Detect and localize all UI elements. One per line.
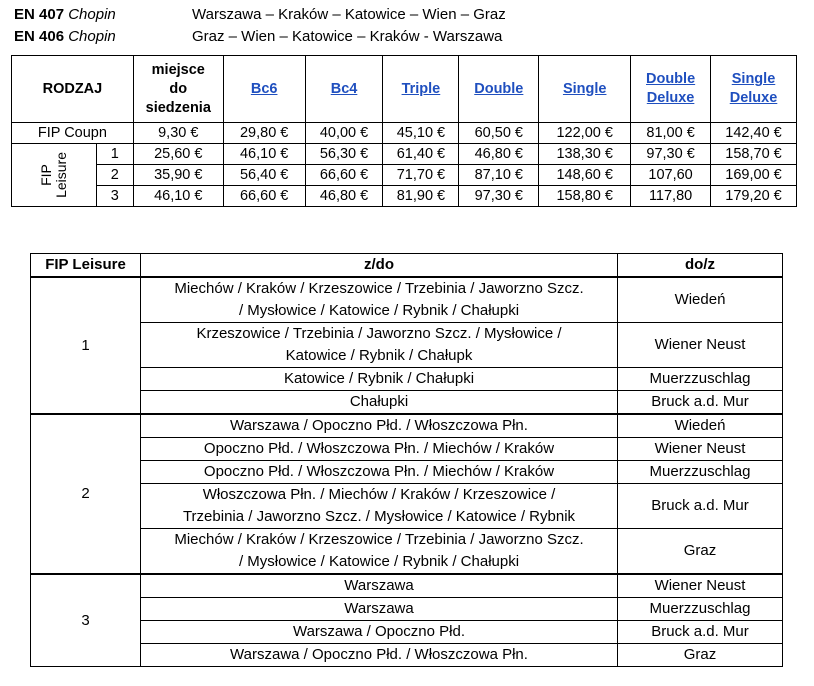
price-cell: 138,30 € bbox=[539, 144, 631, 165]
bc6-link[interactable]: Bc6 bbox=[250, 80, 278, 97]
route-row bbox=[31, 529, 783, 575]
from-header: z/do bbox=[141, 254, 618, 278]
from-stations bbox=[141, 574, 618, 598]
col-header-bc4 bbox=[305, 56, 383, 123]
col-header-triple bbox=[383, 56, 459, 123]
price-cell: 97,30 € bbox=[459, 186, 539, 207]
bc4-link[interactable]: Bc4 bbox=[330, 80, 358, 97]
destination: Muerzzuschlag bbox=[618, 461, 783, 484]
station-line: Chałupki bbox=[349, 393, 409, 410]
station-line: Miechów / Kraków / Krzeszowice / Trzebinia / Jaworzno Szcz. bbox=[174, 531, 584, 548]
station-line: Warszawa / Opoczno Płd. / Włoszczowa Płn. bbox=[230, 417, 528, 434]
price-cell: 117,80 bbox=[631, 186, 711, 207]
from-stations bbox=[141, 438, 618, 461]
destination: Bruck a.d. Mur bbox=[618, 484, 783, 529]
train-name: Chopin bbox=[68, 6, 116, 23]
price-cell: 71,70 € bbox=[383, 165, 459, 186]
route-row bbox=[31, 644, 783, 667]
price-cell: 9,30 € bbox=[133, 123, 223, 144]
route-row bbox=[31, 621, 783, 644]
double-link[interactable]: Double bbox=[474, 80, 524, 97]
price-cell: 81,00 € bbox=[631, 123, 711, 144]
leisure-row bbox=[12, 186, 797, 207]
leisure-label bbox=[12, 144, 97, 207]
triple-link[interactable]: Triple bbox=[401, 80, 441, 97]
destination: Muerzzuschlag bbox=[618, 598, 783, 621]
train-number: EN 407 bbox=[14, 6, 65, 23]
col-header-double-deluxe bbox=[631, 56, 711, 123]
seat-header-line: do bbox=[169, 80, 188, 97]
destination: Bruck a.d. Mur bbox=[618, 391, 783, 415]
price-cell: 25,60 € bbox=[133, 144, 223, 165]
station-line: Katowice / Rybnik / Chałupki bbox=[283, 370, 475, 387]
station-line: Opoczno Płd. / Włoszczowa Płn. / Miechów / Kraków bbox=[203, 463, 555, 480]
col-header-bc6 bbox=[223, 56, 305, 123]
leisure-level-cell: 2 bbox=[31, 414, 141, 574]
price-cell: 107,60 bbox=[631, 165, 711, 186]
price-cell: 158,70 € bbox=[711, 144, 797, 165]
price-cell: 87,10 € bbox=[459, 165, 539, 186]
level-header: FIP Leisure bbox=[31, 254, 141, 278]
coupon-row bbox=[12, 123, 797, 144]
seat-header bbox=[133, 56, 223, 123]
link-line: Deluxe bbox=[729, 90, 778, 106]
col-header-single-deluxe bbox=[711, 56, 797, 123]
train-row bbox=[14, 4, 506, 26]
leisure-level: 1 bbox=[96, 144, 133, 165]
price-cell: 148,60 € bbox=[539, 165, 631, 186]
price-cell: 45,10 € bbox=[383, 123, 459, 144]
coupon-label: FIP Coupn bbox=[12, 123, 134, 144]
station-line: / Mysłowice / Katowice / Rybnik / Chałupki bbox=[238, 302, 520, 319]
from-stations bbox=[141, 277, 618, 323]
price-cell: 142,40 € bbox=[711, 123, 797, 144]
price-cell: 56,40 € bbox=[223, 165, 305, 186]
price-cell: 46,80 € bbox=[305, 186, 383, 207]
single-link[interactable]: Single bbox=[562, 80, 607, 97]
leisure-level-cell: 3 bbox=[31, 574, 141, 667]
price-cell: 46,10 € bbox=[223, 144, 305, 165]
col-header-double bbox=[459, 56, 539, 123]
col-header-single bbox=[539, 56, 631, 123]
from-stations bbox=[141, 644, 618, 667]
route-row bbox=[31, 574, 783, 598]
from-stations bbox=[141, 391, 618, 415]
leisure-row bbox=[12, 144, 797, 165]
station-line: Warszawa bbox=[344, 577, 414, 594]
station-line: Warszawa / Opoczno Płd. / Włoszczowa Płn. bbox=[230, 646, 528, 663]
route-row bbox=[31, 438, 783, 461]
leisure-level: 3 bbox=[96, 186, 133, 207]
station-line: Warszawa / Opoczno Płd. bbox=[292, 623, 465, 640]
train-list bbox=[14, 4, 506, 48]
from-stations bbox=[141, 621, 618, 644]
price-cell: 29,80 € bbox=[223, 123, 305, 144]
leisure-label-line: FIP bbox=[37, 164, 54, 186]
price-cell: 60,50 € bbox=[459, 123, 539, 144]
route-header-row bbox=[31, 254, 783, 278]
rodzaj-header: RODZAJ bbox=[12, 56, 134, 123]
price-cell: 97,30 € bbox=[631, 144, 711, 165]
train-id bbox=[14, 26, 192, 48]
route-row bbox=[31, 368, 783, 391]
from-stations bbox=[141, 323, 618, 368]
station-line: Katowice / Rybnik / Chałupk bbox=[285, 347, 473, 364]
destination: Graz bbox=[618, 644, 783, 667]
route-row bbox=[31, 414, 783, 438]
destination: Wiener Neust bbox=[618, 438, 783, 461]
to-header: do/z bbox=[618, 254, 783, 278]
from-stations bbox=[141, 529, 618, 575]
link-line: Deluxe bbox=[646, 90, 695, 106]
station-line: Włoszczowa Płn. / Miechów / Kraków / Krzeszowice / bbox=[202, 486, 556, 503]
train-route: Warszawa – Kraków – Katowice – Wien – Graz bbox=[192, 6, 506, 23]
price-cell: 61,40 € bbox=[383, 144, 459, 165]
price-cell: 66,60 € bbox=[223, 186, 305, 207]
destination: Bruck a.d. Mur bbox=[618, 621, 783, 644]
price-cell: 46,80 € bbox=[459, 144, 539, 165]
station-line: Opoczno Płd. / Włoszczowa Płn. / Miechów / Kraków bbox=[203, 440, 555, 457]
price-cell: 158,80 € bbox=[539, 186, 631, 207]
from-stations bbox=[141, 484, 618, 529]
seat-header-line: miejsce bbox=[151, 61, 205, 78]
route-row bbox=[31, 391, 783, 415]
train-route: Graz – Wien – Katowice – Kraków - Warszawa bbox=[192, 28, 503, 45]
train-id bbox=[14, 4, 192, 26]
price-cell: 40,00 € bbox=[305, 123, 383, 144]
price-cell: 35,90 € bbox=[133, 165, 223, 186]
price-cell: 81,90 € bbox=[383, 186, 459, 207]
route-row bbox=[31, 461, 783, 484]
station-line: Krzeszowice / Trzebinia / Jaworzno Szcz. / Mysłowice / bbox=[196, 325, 562, 342]
price-cell: 169,00 € bbox=[711, 165, 797, 186]
from-stations bbox=[141, 368, 618, 391]
from-stations bbox=[141, 461, 618, 484]
price-cell: 122,00 € bbox=[539, 123, 631, 144]
link-line: Single bbox=[731, 71, 776, 87]
train-number: EN 406 bbox=[14, 28, 65, 45]
station-line: Warszawa bbox=[344, 600, 414, 617]
route-table bbox=[30, 253, 783, 667]
route-row bbox=[31, 277, 783, 323]
destination: Graz bbox=[618, 529, 783, 575]
price-cell: 66,60 € bbox=[305, 165, 383, 186]
price-cell: 179,20 € bbox=[711, 186, 797, 207]
station-line: / Mysłowice / Katowice / Rybnik / Chałupki bbox=[238, 553, 520, 570]
destination: Wiener Neust bbox=[618, 574, 783, 598]
leisure-level-cell: 1 bbox=[31, 277, 141, 414]
route-row bbox=[31, 484, 783, 529]
single-deluxe-link[interactable] bbox=[730, 71, 778, 106]
train-name: Chopin bbox=[68, 28, 116, 45]
leisure-label-line: Leisure bbox=[52, 152, 69, 198]
destination: Wiedeń bbox=[618, 277, 783, 323]
link-line: Double bbox=[646, 71, 696, 87]
from-stations bbox=[141, 414, 618, 438]
price-cell: 46,10 € bbox=[133, 186, 223, 207]
leisure-level: 2 bbox=[96, 165, 133, 186]
station-line: Miechów / Kraków / Krzeszowice / Trzebinia / Jaworzno Szcz. bbox=[174, 280, 584, 297]
destination: Muerzzuschlag bbox=[618, 368, 783, 391]
leisure-row bbox=[12, 165, 797, 186]
price-cell: 56,30 € bbox=[305, 144, 383, 165]
destination: Wiener Neust bbox=[618, 323, 783, 368]
price-table bbox=[11, 55, 797, 207]
double-deluxe-link[interactable] bbox=[646, 71, 695, 106]
from-stations bbox=[141, 598, 618, 621]
route-row bbox=[31, 598, 783, 621]
train-row bbox=[14, 26, 506, 48]
route-row bbox=[31, 323, 783, 368]
station-line: Trzebinia / Jaworzno Szcz. / Mysłowice / Katowice / Rybnik bbox=[182, 508, 576, 525]
destination: Wiedeń bbox=[618, 414, 783, 438]
seat-header-line: siedzenia bbox=[145, 99, 211, 116]
price-header-row bbox=[12, 56, 797, 123]
